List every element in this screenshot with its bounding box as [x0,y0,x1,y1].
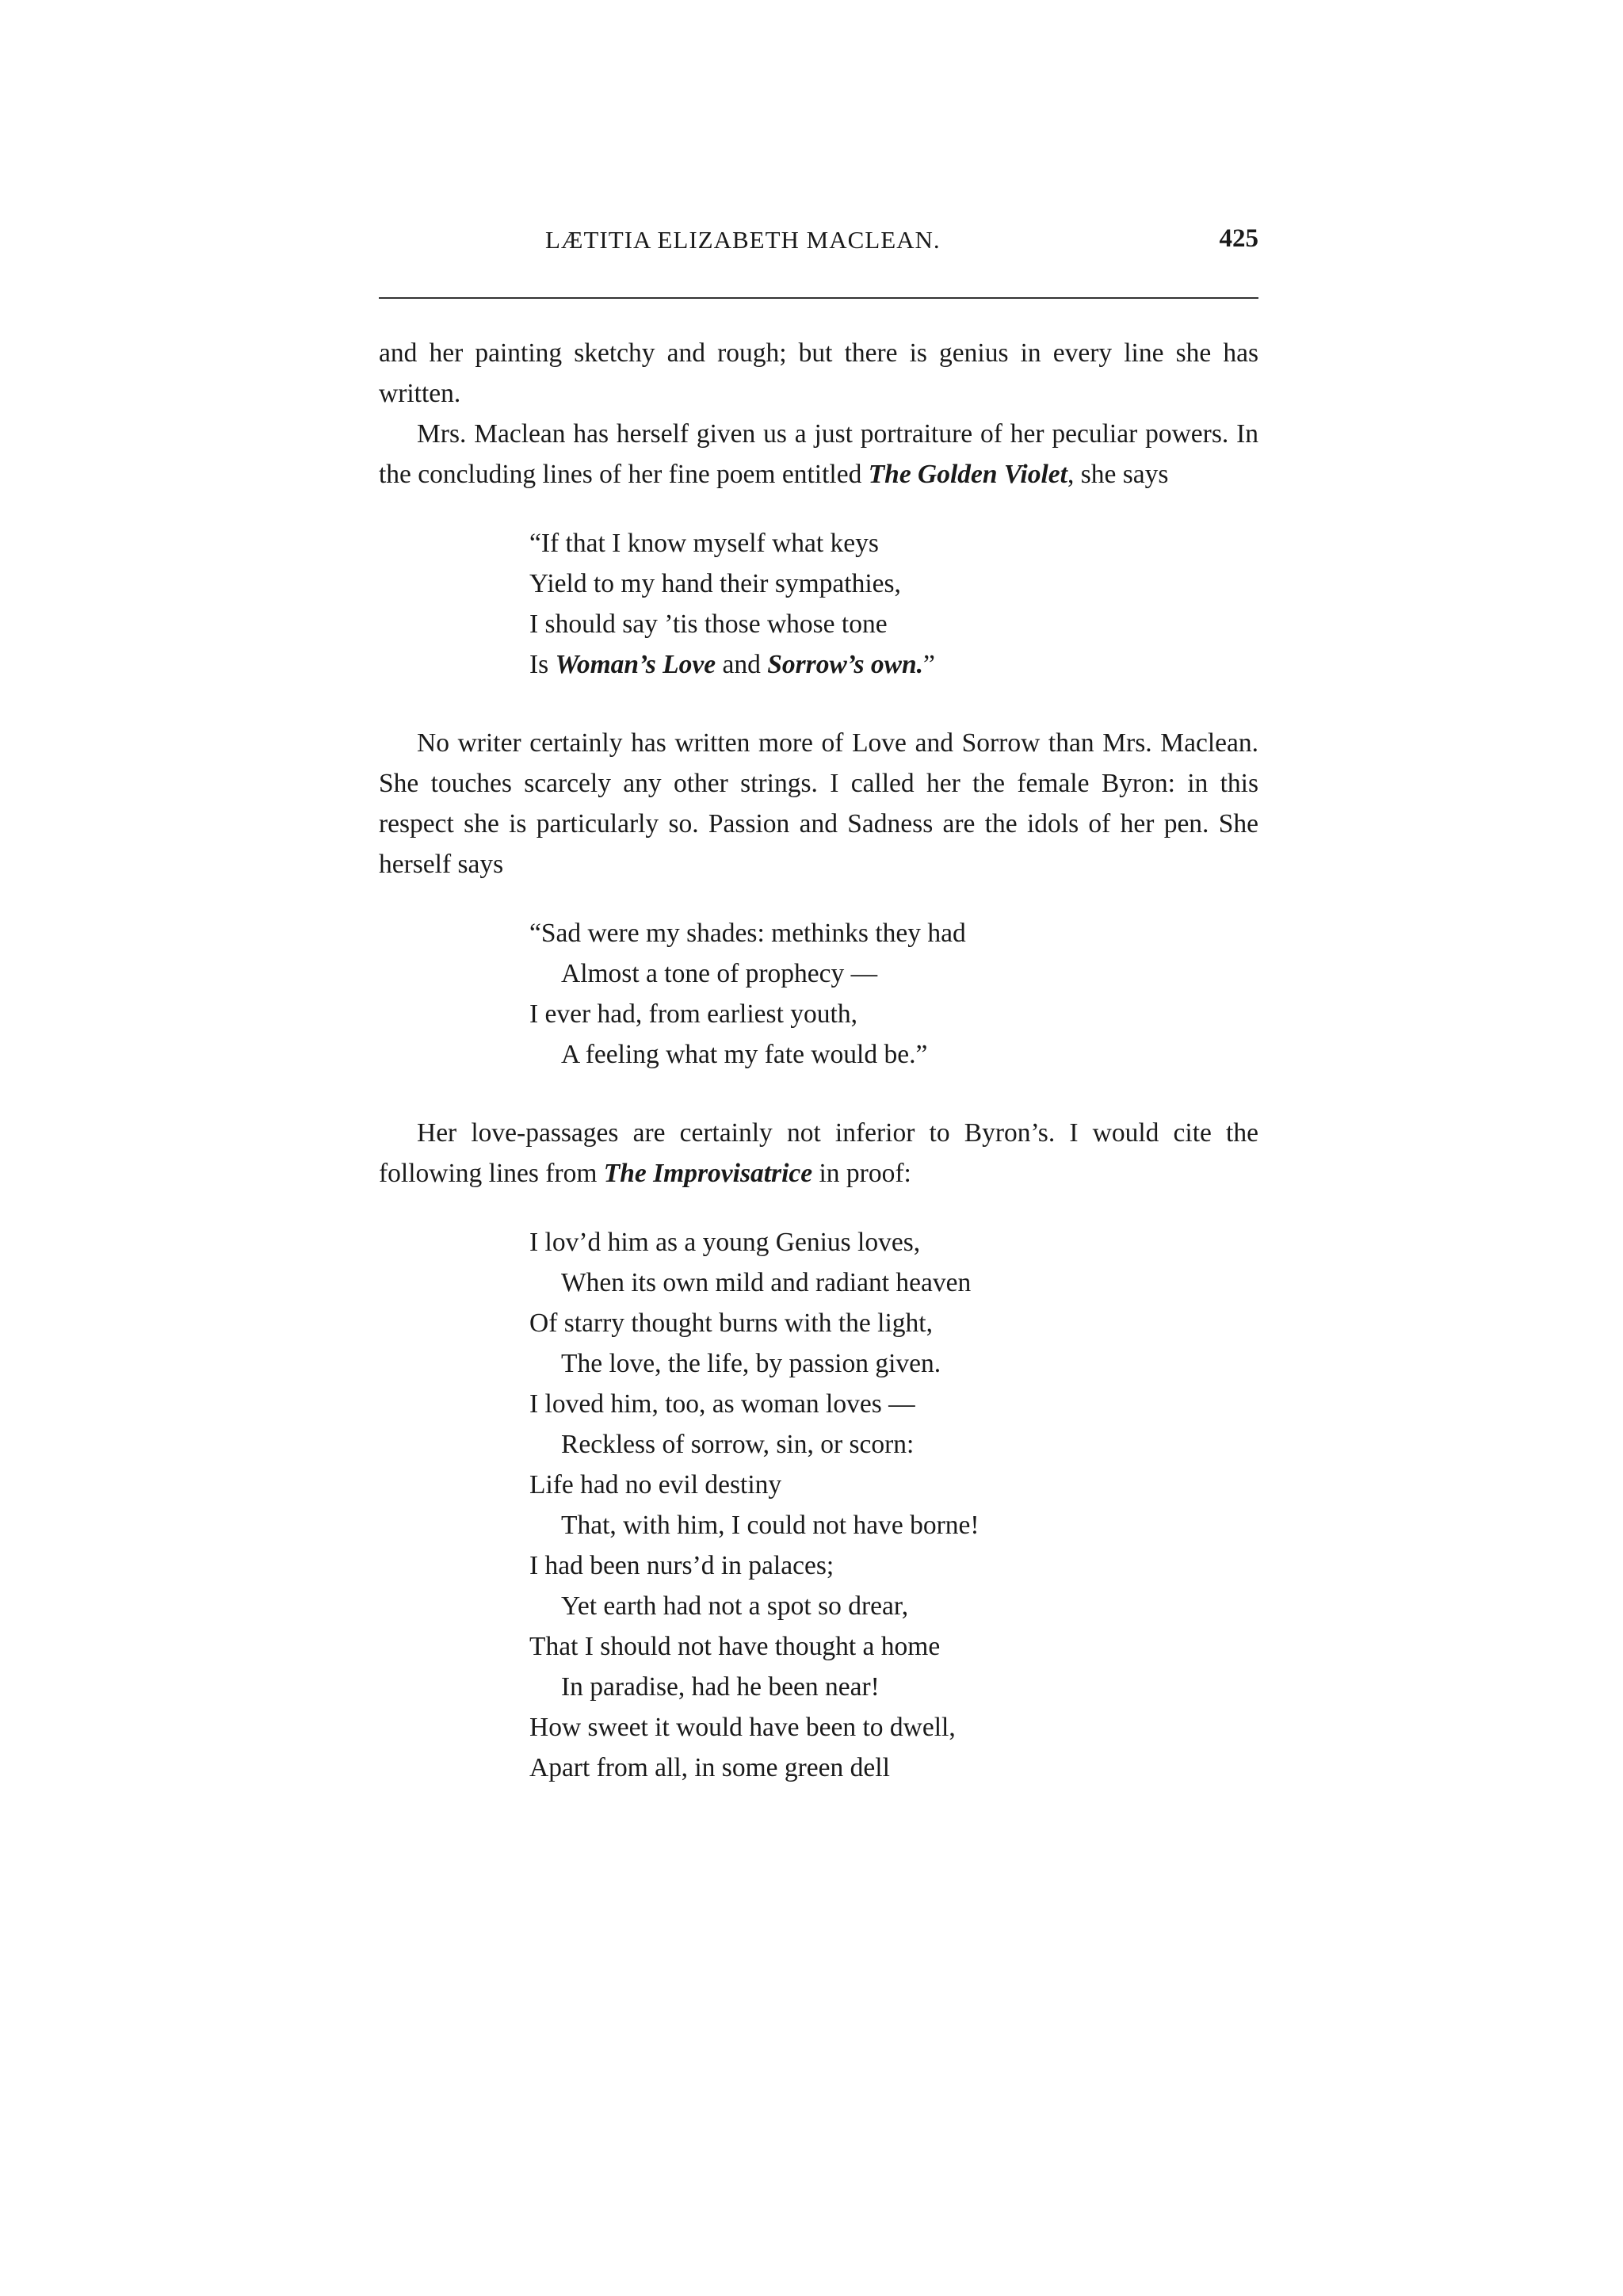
verse-line: “Sad were my shades: methinks they had [529,919,966,948]
paragraph-4-tail: in proof: [812,1159,911,1188]
verse-line [529,644,1258,685]
verse-line: I should say ’tis those whose tone [529,609,888,639]
verse-line-part: ” [922,650,935,679]
verse-line-part: and [716,650,768,679]
poem-title-golden-violet: The Golden Violet [868,460,1067,489]
italic-womans-love: Woman’s Love [555,650,716,679]
verse-line: Yield to my hand their sympathies, [529,569,901,598]
verse-line: How sweet it would have been to dwell, [529,1713,956,1742]
verse-line: I loved him, too, as woman loves — [529,1389,915,1419]
paragraph-1: and her painting sketchy and rough; but there is genius in every line she has written. [379,338,1258,408]
verse-line: I lov’d him as a young Genius loves, [529,1228,921,1257]
verse-line: Reckless of sorrow, sin, or scorn: [561,1430,915,1459]
book-page [379,0,1258,2296]
verse-line: The love, the life, by passion given. [561,1349,941,1378]
verse-line: Of starry thought burns with the light, [529,1308,933,1338]
running-title: LÆTITIA ELIZABETH MACLEAN. [545,226,941,254]
page-number: 425 [1219,224,1258,253]
verse-line: Life had no evil destiny [529,1470,782,1499]
verse-line: Yet earth had not a spot so drear, [561,1591,909,1621]
verse-line-part: Is [529,650,556,679]
body-text [379,333,1258,1788]
verse-line: When its own mild and radiant heaven [561,1268,972,1297]
paragraph-2 [379,414,1258,495]
verse-line: I had been nurs’d in palaces; [529,1551,834,1580]
verse-line: That, with him, I could not have borne! [561,1511,980,1540]
paragraph-4 [379,1113,1258,1194]
paragraph-3: No writer certainly has written more of Love and Sorrow than Mrs. Maclean. She touches scarcely any other strings. I called her the female Byron: in this respect she is particularly so. Passion and Sadness are the idols of her pen. She herself says [379,728,1258,879]
verse-line: Apart from all, in some green dell [529,1753,890,1782]
verse-line: That I should not have thought a home [529,1632,941,1661]
verse-line: I ever had, from earliest youth, [529,999,857,1029]
paragraph-4-text: Her love-passages are certainly not inferior to Byron’s. I would cite the following lines from [379,1118,1258,1188]
paragraph-2-text: Mrs. Maclean has herself given us a just portraiture of her peculiar powers. In the concluding lines of her fine poem entitled [379,419,1258,489]
verse-line: A feeling what my fate would be.” [561,1040,928,1069]
paragraph-2-tail: , she says [1067,460,1169,489]
poem-title-improvisatrice: The Improvisatrice [603,1159,813,1188]
verse-quote-3 [379,1222,1258,1788]
running-head [379,226,1258,266]
verse-line: In paradise, had he been near! [561,1672,880,1702]
verse-line: Almost a tone of prophecy — [561,959,878,988]
italic-sorrows-own: Sorrow’s own. [767,650,923,679]
verse-line: “If that I know myself what keys [529,529,879,558]
verse-quote-1 [379,523,1258,685]
verse-quote-2 [379,913,1258,1075]
header-rule [379,297,1258,299]
